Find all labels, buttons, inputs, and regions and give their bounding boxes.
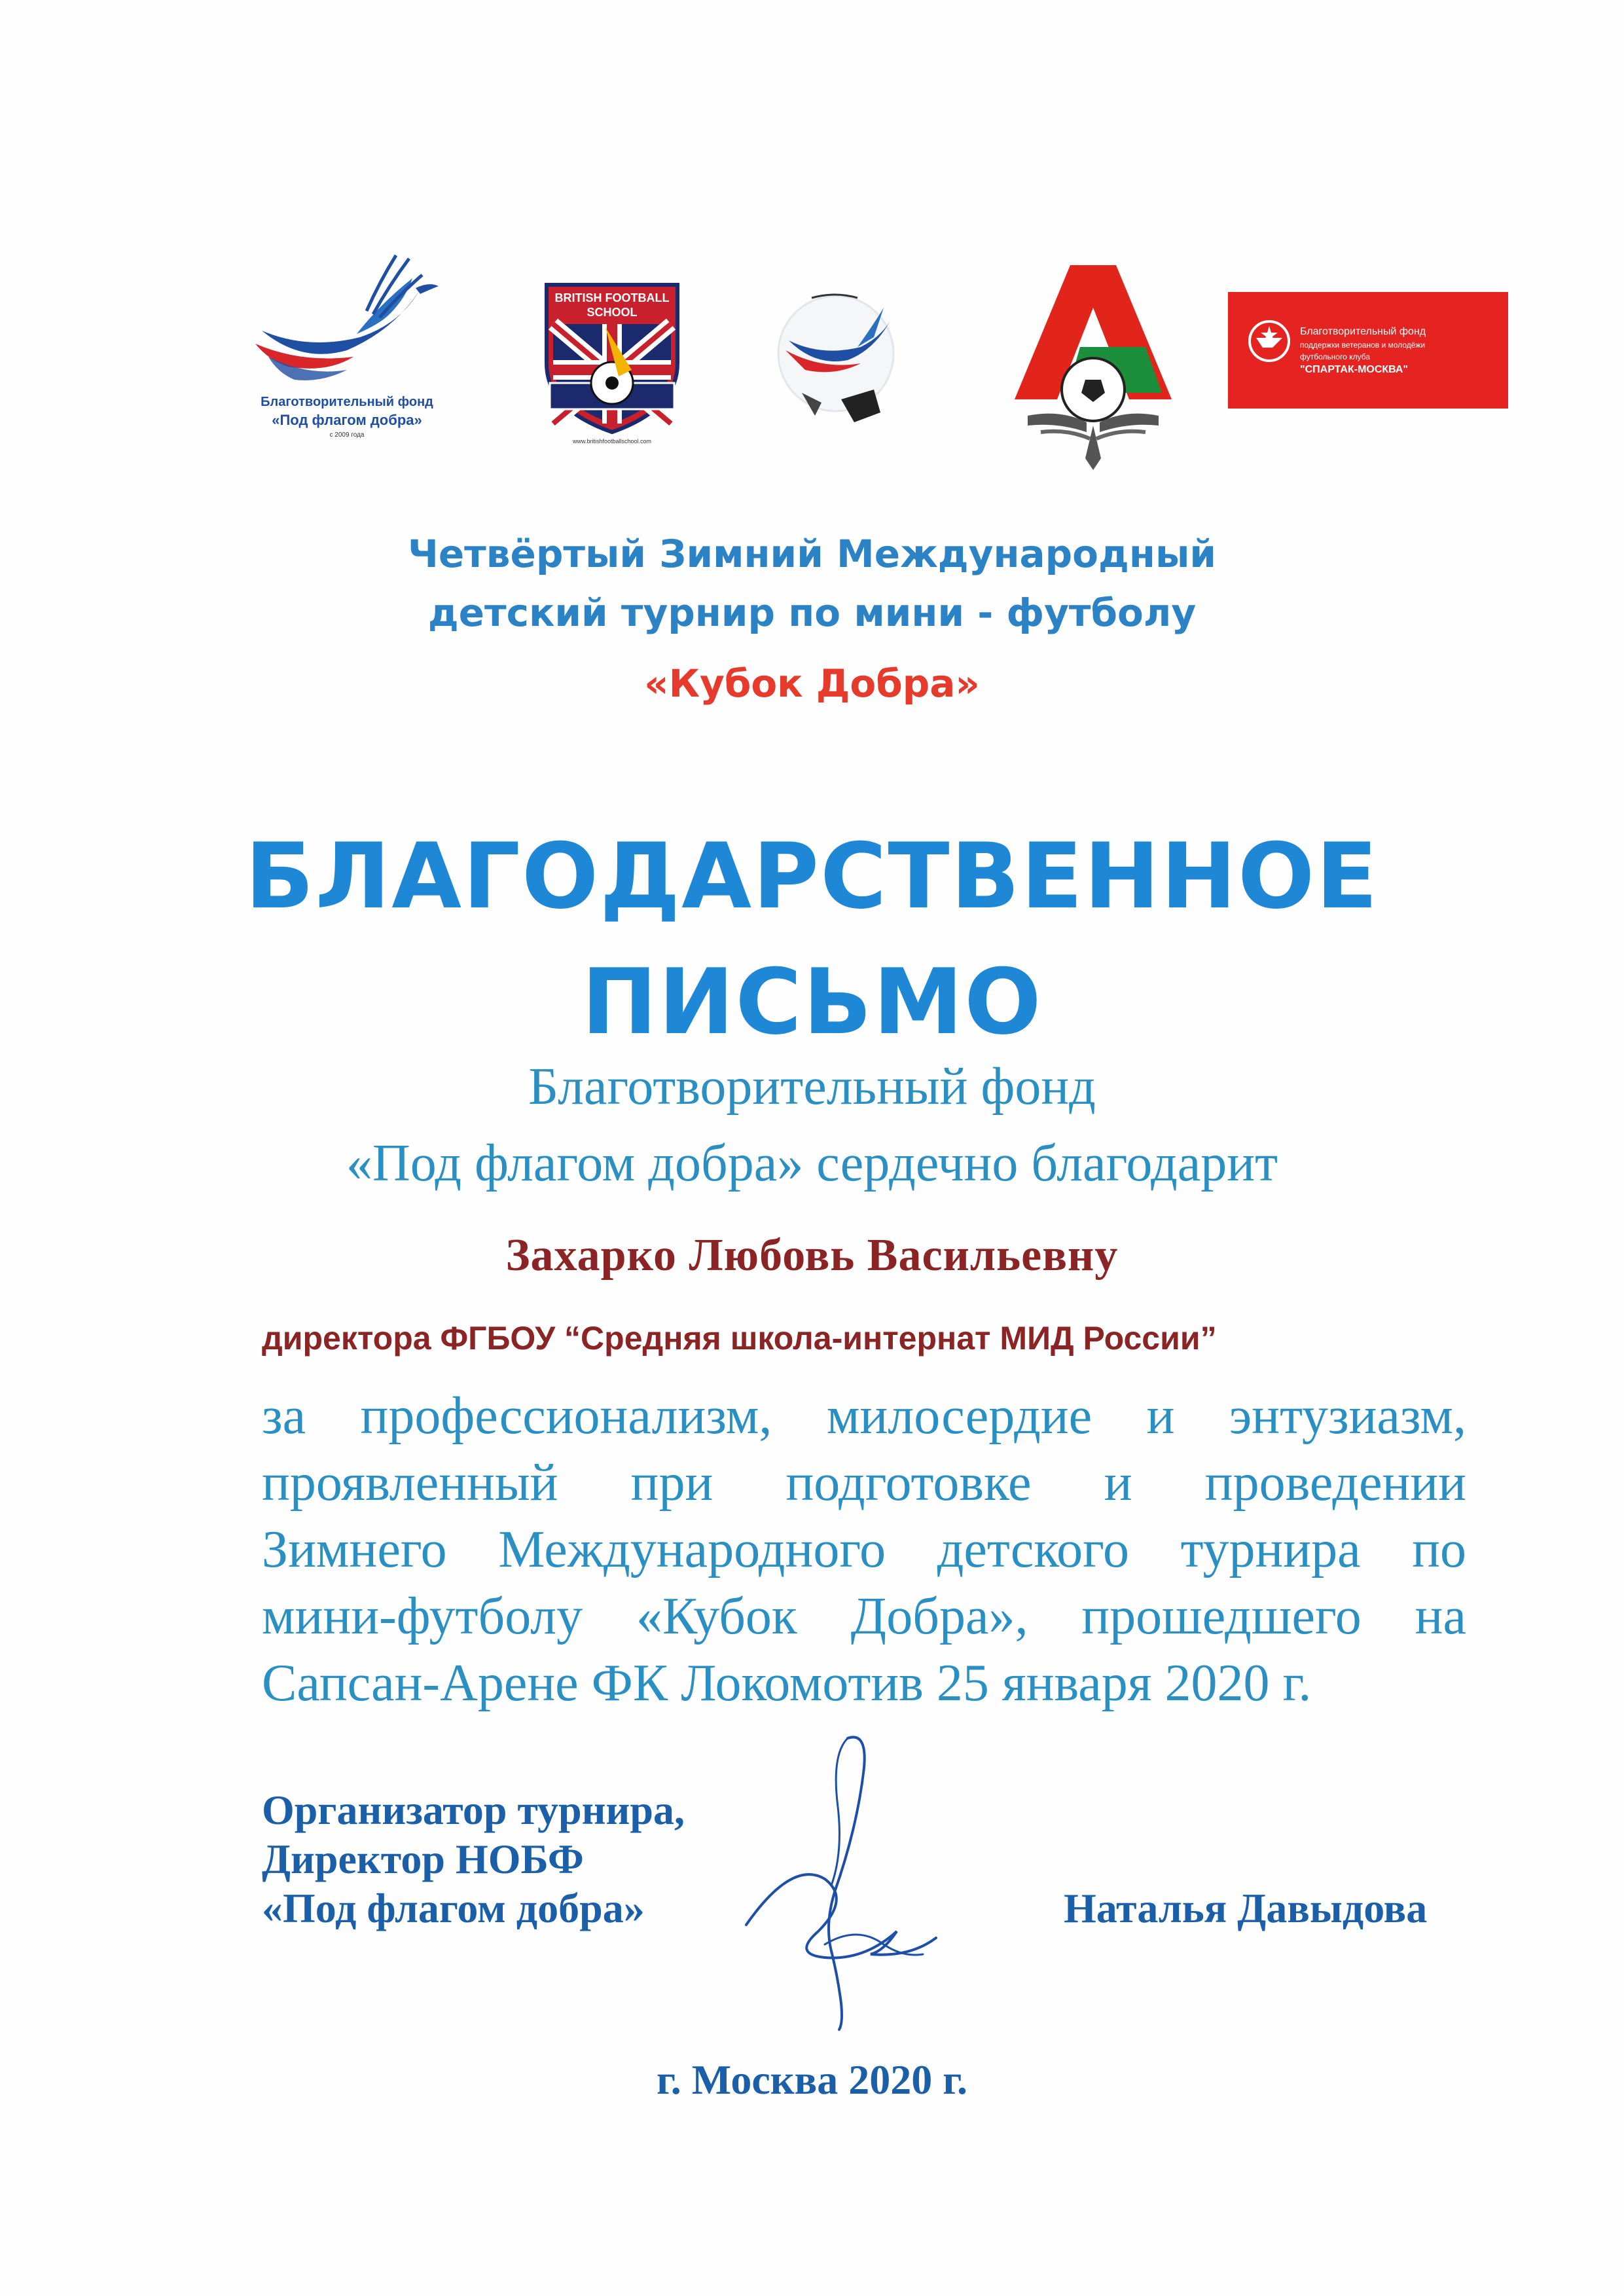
- spartak-icon: [1246, 318, 1292, 364]
- recipient-name: Захарко Любовь Васильевну: [505, 1230, 1119, 1281]
- letter-title-2: ПИСЬМО: [581, 949, 1043, 1055]
- city-date: г. Москва 2020 г.: [656, 2056, 968, 2103]
- signer-role-1: Организатор турнира,: [262, 1787, 685, 1833]
- letter-title-1: БЛАГОДАРСТВЕННОЕ: [245, 824, 1379, 929]
- fund-logo-caption-1: Благотворительный фонд: [261, 395, 433, 409]
- signer-role-2: Директор НОБФ: [262, 1836, 584, 1882]
- tournament-line-3: «Кубок Добра»: [644, 661, 980, 706]
- body-line-3: Зимнего Международного детского турнира по: [262, 1521, 1466, 1578]
- handwritten-signature: [727, 1728, 988, 2036]
- lokomotiv-logo: [1008, 262, 1178, 471]
- bfs-title-1: BRITISH FOOTBALL: [554, 291, 670, 304]
- body-line-2: проявленный при подготовке и проведении: [262, 1454, 1466, 1512]
- tournament-line-2: детский турнир по мини - футболу: [427, 591, 1197, 635]
- british-football-school-logo: [533, 278, 691, 452]
- signer-name: Наталья Давыдова: [1064, 1885, 1428, 1931]
- fund-line-1: Благотворительный фонд: [528, 1058, 1096, 1116]
- fund-line-2: «Под флагом добра» сердечно благодарит: [346, 1135, 1278, 1192]
- fund-logo: [249, 252, 445, 462]
- body-line-1: за профессионализм, милосердие и энтузиазм,: [262, 1387, 1466, 1445]
- tournament-line-1: Четвёртый Зимний Международный: [407, 532, 1217, 576]
- signer-role-3: «Под флагом добра»: [262, 1885, 645, 1931]
- spartak-line-3: футбольного клуба: [1300, 352, 1370, 361]
- ball-icon: [776, 275, 897, 432]
- body-line-4: мини-футболу «Кубок Добра», прошедшего на: [262, 1588, 1466, 1645]
- spartak-line-4: "СПАРТАК-МОСКВА": [1300, 364, 1409, 375]
- bfs-title-2: SCHOOL: [586, 306, 638, 319]
- bfs-url: www.britishfootballschool.com: [572, 438, 652, 445]
- lokomotiv-icon: [1008, 262, 1178, 471]
- spartak-fund-logo: [1228, 292, 1508, 409]
- spartak-line-2: поддержки ветеранов и молодёжи: [1300, 340, 1426, 350]
- fund-logo-caption-2: «Под флагом добра»: [272, 412, 422, 428]
- recipient-position: директора ФГБОУ “Средняя школа-интернат МИД России”: [262, 1320, 1217, 1357]
- ball-dove-logo: [776, 275, 897, 432]
- fund-logo-caption-3: с 2009 года: [329, 431, 365, 439]
- body-line-5: Сапсан-Арене ФК Локомотив 25 января 2020 г.: [262, 1654, 1312, 1712]
- dove-icon: [249, 252, 445, 393]
- spartak-line-1: Благотворительный фонд: [1300, 326, 1426, 337]
